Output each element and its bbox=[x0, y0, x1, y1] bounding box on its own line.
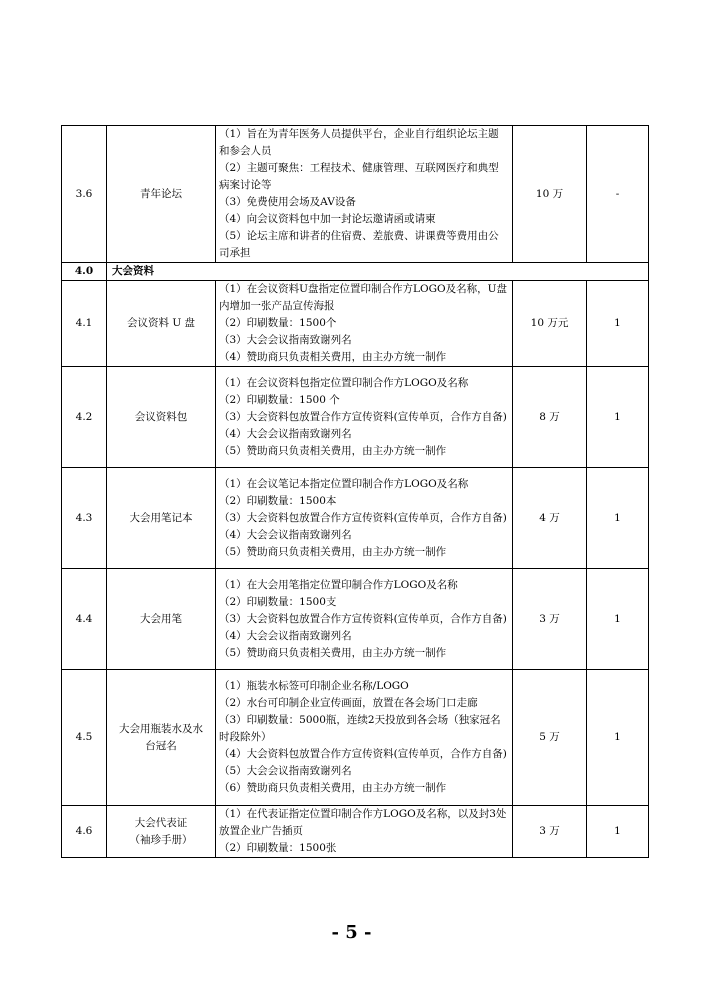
item-name: 大会用笔 bbox=[107, 569, 216, 670]
item-content bbox=[216, 281, 513, 367]
table-row bbox=[62, 670, 649, 806]
content-line: （1）在会议资料包指定位置印制合作方LOGO及名称 bbox=[219, 376, 469, 389]
content-line: （4）大会会议指南致谢列名 bbox=[219, 629, 352, 642]
content-line: （1）瓶装水标签可印制企业名称/LOGO bbox=[219, 680, 409, 692]
item-price: 10 万元 bbox=[513, 281, 587, 367]
item-name: 青年论坛 bbox=[107, 126, 216, 263]
item-number: 4.5 bbox=[62, 670, 107, 806]
content-line: （5）大会会议指南致谢列名 bbox=[219, 765, 352, 777]
content-line: （3）大会资料包放置合作方宣传资料(宣传单页，合作方自备) bbox=[219, 612, 507, 625]
content-line: （5）论坛主席和讲者的住宿费、差旅费、讲课费等费用由公司承担 bbox=[219, 230, 499, 259]
table-row bbox=[62, 281, 649, 367]
content-line: （2）印刷数量：1500支 bbox=[219, 595, 337, 608]
item-number: 3.6 bbox=[62, 126, 107, 263]
item-name: 会议资料 U 盘 bbox=[107, 281, 216, 367]
sponsorship-table-page bbox=[61, 125, 648, 858]
content-line: （1）在大会用笔指定位置印制合作方LOGO及名称 bbox=[219, 578, 458, 591]
item-name: 大会用笔记本 bbox=[107, 468, 216, 569]
content-line: （4）赞助商只负责相关费用，由主办方统一制作 bbox=[219, 351, 447, 363]
content-line: （6）赞助商只负责相关费用，由主办方统一制作 bbox=[219, 782, 447, 794]
content-line: （3）大会会议指南致谢列名 bbox=[219, 334, 352, 346]
content-line: （2）水台可印制企业宣传画面，放置在各会场门口走廊 bbox=[219, 697, 478, 709]
section-row bbox=[62, 263, 649, 281]
item-quantity: 1 bbox=[587, 806, 649, 858]
item-content bbox=[216, 670, 513, 806]
content-line: （5）赞助商只负责相关费用，由主办方统一制作 bbox=[219, 444, 447, 457]
item-quantity: 1 bbox=[587, 670, 649, 806]
content-line: （3）大会资料包放置合作方宣传资料(宣传单页，合作方自备) bbox=[219, 410, 507, 423]
content-line: （5）赞助商只负责相关费用，由主办方统一制作 bbox=[219, 646, 447, 659]
item-quantity: 1 bbox=[587, 367, 649, 468]
content-line: （2）印刷数量：1500 个 bbox=[219, 393, 340, 406]
table-row bbox=[62, 806, 649, 858]
item-number: 4.1 bbox=[62, 281, 107, 367]
content-line: （4）大会资料包放置合作方宣传资料(宣传单页，合作方自备) bbox=[219, 748, 507, 760]
content-line: （4）大会会议指南致谢列名 bbox=[219, 427, 352, 440]
content-line: （2）印刷数量：1500个 bbox=[219, 317, 337, 329]
item-quantity: 1 bbox=[587, 468, 649, 569]
table-body bbox=[62, 126, 649, 858]
content-line: （4）大会会议指南致谢列名 bbox=[219, 528, 352, 541]
item-quantity: 1 bbox=[587, 569, 649, 670]
section-number: 4.0 bbox=[62, 263, 107, 281]
page-number: - 5 - bbox=[331, 922, 372, 943]
item-price: 8 万 bbox=[513, 367, 587, 468]
content-line: （3）免费使用会场及AV设备 bbox=[219, 196, 356, 208]
table-row bbox=[62, 468, 649, 569]
table-row bbox=[62, 126, 649, 263]
content-line: （1）在会议资料U盘指定位置印制合作方LOGO及名称，U盘内增加一张产品宣传海报 bbox=[219, 283, 507, 312]
content-line: （1）旨在为青年医务人员提供平台，企业自行组织论坛主题和参会人员 bbox=[219, 128, 499, 157]
item-name bbox=[107, 806, 216, 858]
content-line: （1）在代表证指定位置印制合作方LOGO及名称，以及封3处放置企业广告插页 bbox=[219, 808, 507, 837]
table-row bbox=[62, 367, 649, 468]
item-price: 5 万 bbox=[513, 670, 587, 806]
section-title: 大会资料 bbox=[107, 263, 649, 281]
item-name-line: 大会代表证 bbox=[134, 816, 188, 829]
item-content bbox=[216, 468, 513, 569]
item-price: 10 万 bbox=[513, 126, 587, 263]
item-content bbox=[216, 367, 513, 468]
item-price: 4 万 bbox=[513, 468, 587, 569]
item-name-line: （袖珍手册） bbox=[129, 833, 193, 846]
item-price: 3 万 bbox=[513, 569, 587, 670]
item-content bbox=[216, 569, 513, 670]
item-quantity: 1 bbox=[587, 281, 649, 367]
content-line: （5）赞助商只负责相关费用，由主办方统一制作 bbox=[219, 545, 447, 558]
item-number: 4.2 bbox=[62, 367, 107, 468]
content-line: （3）印刷数量：5000瓶，连续2天投放到各会场（独家冠名时段除外） bbox=[219, 714, 501, 743]
item-number: 4.6 bbox=[62, 806, 107, 858]
content-line: （2）印刷数量：1500本 bbox=[219, 494, 337, 507]
content-line: （1）在会议笔记本指定位置印制合作方LOGO及名称 bbox=[219, 477, 469, 490]
item-number: 4.4 bbox=[62, 569, 107, 670]
item-quantity: - bbox=[587, 126, 649, 263]
item-number: 4.3 bbox=[62, 468, 107, 569]
item-content bbox=[216, 806, 513, 858]
sponsorship-table bbox=[61, 125, 649, 858]
content-line: （4）向会议资料包中加一封论坛邀请函或请柬 bbox=[219, 213, 436, 225]
item-name: 会议资料包 bbox=[107, 367, 216, 468]
item-content bbox=[216, 126, 513, 263]
content-line: （3）大会资料包放置合作方宣传资料(宣传单页，合作方自备) bbox=[219, 511, 507, 524]
item-price: 3 万 bbox=[513, 806, 587, 858]
content-line: （2）主题可聚焦：工程技术、健康管理、互联网医疗和典型病案讨论等 bbox=[219, 162, 499, 191]
content-line: （2）印刷数量：1500张 bbox=[219, 842, 337, 854]
table-row bbox=[62, 569, 649, 670]
item-name: 大会用瓶装水及水台冠名 bbox=[107, 670, 216, 806]
